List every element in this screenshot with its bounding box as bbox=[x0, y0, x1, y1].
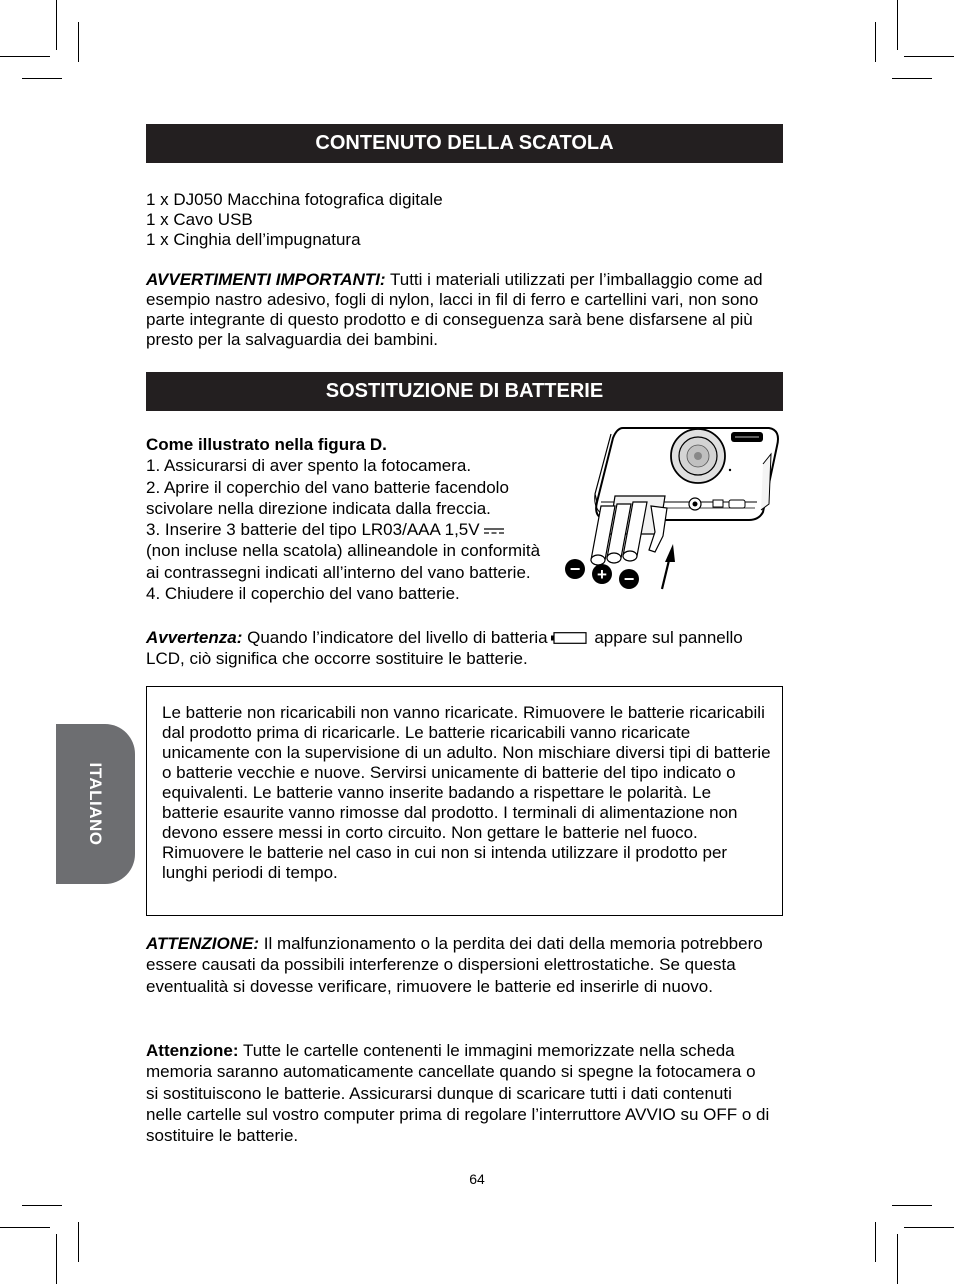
figure-reference: Come illustrato nella figura D. bbox=[146, 435, 387, 454]
step-3 bbox=[146, 519, 556, 540]
important-warning bbox=[146, 270, 786, 350]
section-title-contents: CONTENUTO DELLA SCATOLA bbox=[146, 124, 783, 163]
battery-safety-text: Le batterie non ricaricabili non vanno ricaricate. Rimuovere le batterie ricaricabili dal prodotto prima di ricaricarle. Le batterie ricaricabili vanno ricaricate unicamente con la supervisione di un adulto. Non mischiare diversi tipi di batterie o batterie vecchie e nuove. Servirsi unicamente di batterie del tipo indicato o equivalenti. Le batterie vanno inserite badando a rispettare le polarità. Le batterie esaurite vanno rimosse dal prodotto. I terminali di alimentazione non devono essere messi in corto circuito. Non gettare le batterie nel fuoco. Rimuovere le batterie nel caso in cui non si intenda utilizzare il prodotto per lunghi periodi di tempo. bbox=[162, 703, 771, 882]
battery-note bbox=[146, 627, 786, 670]
step-2: 2. Aprire il coperchio del vano batterie facendolo scivolare nella direzione indicata dalla freccia. bbox=[146, 477, 509, 518]
attention-text: Il malfunzionamento o la perdita dei dati della memoria potrebbero essere causati da possibili interferenze o dispersioni elettrostatiche. Se questa eventualità si dovesse verificare, rimuovere le batterie ed inserirle di nuovo. bbox=[146, 934, 763, 996]
battery-low-icon bbox=[551, 632, 587, 644]
polarity-minus-right: − bbox=[623, 569, 635, 589]
step-1: 1. Assicurarsi di aver spento la fotocamera. bbox=[146, 456, 472, 476]
section-title-batteries: SOSTITUZIONE DI BATTERIE bbox=[146, 372, 783, 411]
note-text-b: appare sul pannello LCD, ciò significa che occorre sostituire le batterie. bbox=[146, 628, 743, 669]
page-number: 64 bbox=[469, 1171, 485, 1187]
warning-text: Tutti i materiali utilizzati per l’imballaggio come ad esempio nastro adesivo, fogli di nylon, lacci in fil di ferro e cartellini vari, non sono parte integrante di questo prodotto e di conseguenza sarà bene disfarsene al più presto per la salvaguardia dei bambini. bbox=[146, 270, 763, 349]
list-item: 1 x DJ050 Macchina fotografica digitale bbox=[146, 190, 443, 209]
note-label: Avvertenza: bbox=[146, 628, 243, 647]
polarity-plus: + bbox=[597, 565, 607, 584]
polarity-minus-left: − bbox=[569, 559, 581, 579]
arrow-up-icon bbox=[662, 544, 675, 589]
step-3-text: 3. Inserire 3 batterie del tipo LR03/AAA 1,5V bbox=[146, 520, 480, 540]
language-tab bbox=[56, 724, 135, 884]
contents-list bbox=[146, 190, 786, 250]
language-tab-label: ITALIANO bbox=[86, 762, 106, 846]
camera-illustration bbox=[555, 424, 785, 594]
step-3-cont: (non incluse nella scatola) allineandole in conformità ai contrassegni indicati all’interno del vano batterie. bbox=[146, 541, 541, 582]
battery-safety-box bbox=[146, 686, 783, 916]
attention-memory bbox=[146, 1040, 771, 1146]
attention-memory-text: Tutte le cartelle contenenti le immagini memorizzate nella scheda memoria saranno automaticamente cancellate quando si spegne la fotocamera o si sostituiscono le batterie. Assicurarsi dunque di scaricare tutti i dati contenuti nelle cartelle sul vostro computer prima di regolare l’interruttore AVVIO su OFF o di sostituire le batterie. bbox=[146, 1041, 770, 1146]
warning-label: AVVERTIMENTI IMPORTANTI: bbox=[146, 270, 386, 289]
list-item: 1 x Cinghia dell’impugnatura bbox=[146, 230, 361, 249]
dc-voltage-icon bbox=[484, 527, 504, 535]
attention-memory-label: Attenzione: bbox=[146, 1041, 239, 1060]
attention-label: ATTENZIONE: bbox=[146, 934, 260, 953]
list-item: 1 x Cavo USB bbox=[146, 210, 253, 229]
step-4: 4. Chiudere il coperchio del vano batterie. bbox=[146, 584, 460, 604]
note-text-a: Quando l’indicatore del livello di batteria bbox=[242, 628, 548, 647]
attention-static bbox=[146, 933, 766, 997]
battery-cells bbox=[591, 502, 647, 565]
battery-instructions bbox=[146, 434, 556, 604]
